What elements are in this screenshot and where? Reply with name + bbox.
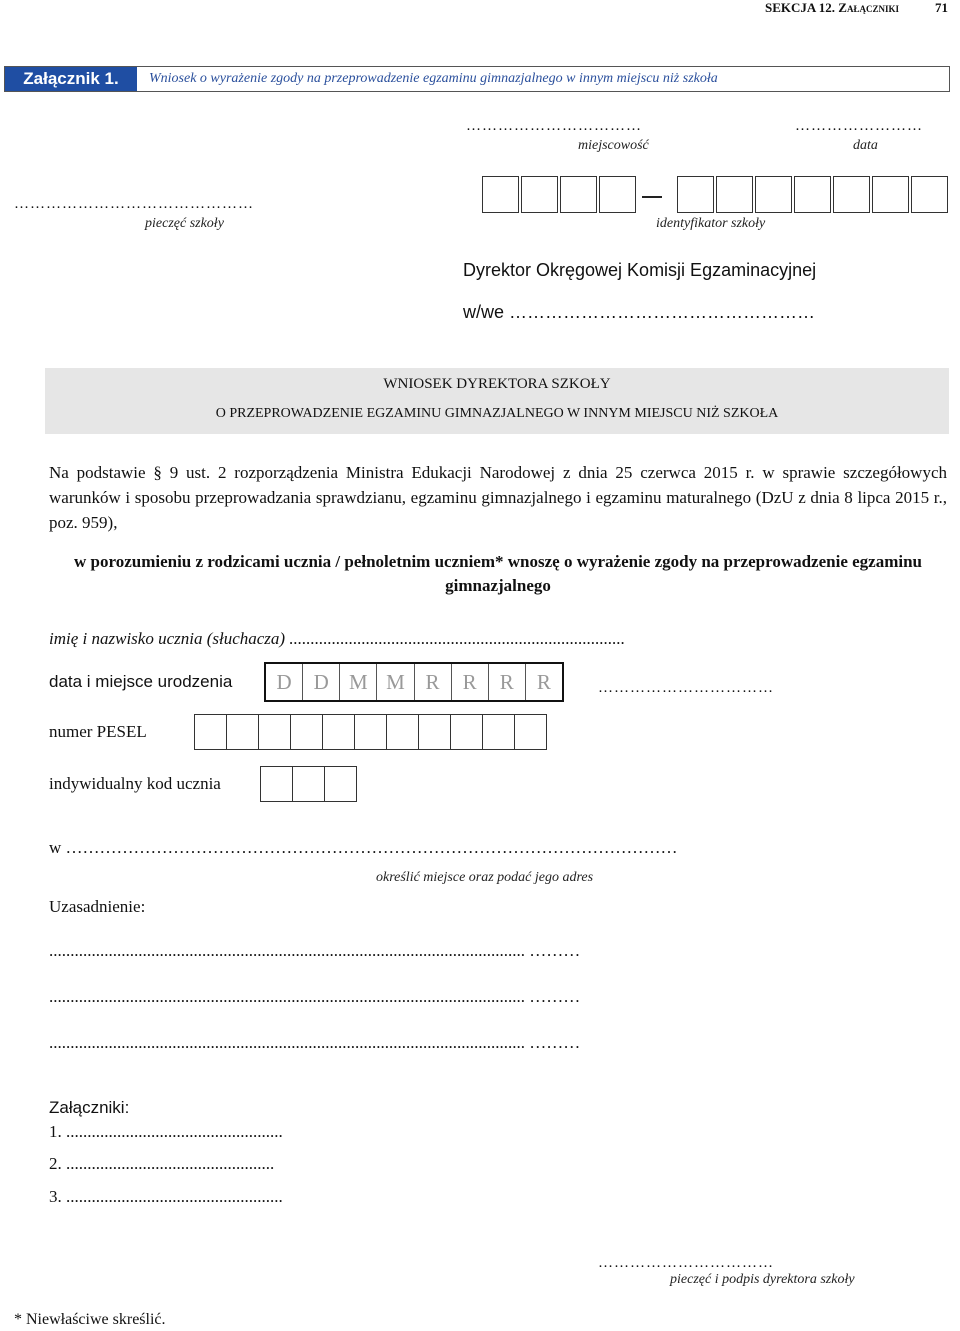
page-number: 71	[935, 0, 948, 15]
school-id-box[interactable]	[755, 176, 792, 213]
pesel-box[interactable]	[322, 714, 355, 750]
attachment-title: Wniosek o wyrażenie zgody na przeprowadzenie egzaminu gimnazjalnego w innym miejscu niż szkoła	[149, 71, 718, 86]
pesel-box[interactable]	[482, 714, 515, 750]
pesel-box[interactable]	[514, 714, 547, 750]
stamp-caption: pieczęć szkoły	[145, 216, 224, 231]
birth-date-cell[interactable]: R	[536, 670, 551, 694]
school-id-box[interactable]	[833, 176, 870, 213]
date-caption: data	[853, 138, 878, 153]
attachment-label: Załącznik 1.	[5, 67, 137, 91]
stamp-dots: ………………………………………	[14, 196, 254, 212]
student-code-box[interactable]	[292, 766, 325, 802]
birth-date-cell[interactable]: R	[452, 664, 489, 700]
pesel-box[interactable]	[354, 714, 387, 750]
signature-caption: pieczęć i podpis dyrektora szkoły	[670, 1272, 855, 1287]
location-caption: określić miejsce oraz podać jego adres	[376, 870, 594, 885]
attachments-label: Załączniki:	[49, 1098, 130, 1117]
signature-dots[interactable]: ……………………………	[598, 1255, 774, 1271]
pesel-label: numer PESEL	[49, 722, 147, 741]
school-id-box[interactable]	[911, 176, 948, 213]
footnote: * Niewłaściwe skreślić.	[14, 1311, 166, 1328]
school-id-separator	[638, 176, 675, 213]
school-id-dash	[642, 196, 662, 198]
student-code-box[interactable]	[260, 766, 293, 802]
school-id-box[interactable]	[521, 176, 558, 213]
running-head	[765, 0, 948, 16]
justification-label: Uzasadnienie:	[49, 897, 146, 916]
pesel-box[interactable]	[226, 714, 259, 750]
attachment-item[interactable]: 1. ...................................................	[49, 1122, 283, 1141]
school-id-box[interactable]	[599, 176, 636, 213]
title-line-1: WNIOSEK DYREKTORA SZKOŁY	[383, 376, 611, 392]
justification-line[interactable]: ................................................................................................................ ………	[49, 987, 581, 1006]
pesel-box[interactable]	[418, 714, 451, 750]
birth-date-cell[interactable]: M	[377, 664, 414, 700]
legal-basis: Na podstawie § 9 ust. 2 rozporządzenia Ministra Edukacji Narodowej z dnia 25 czerwca 2015 r. w sprawie szczegółowych warunków i sposobu przeprowadzania sprawdzianu, egzaminu gimnazjalnego i egzaminu maturalnego (DzU z dnia 8 lipca 2015 r., poz. 959),	[49, 463, 947, 532]
student-name-field[interactable]: imię i nazwisko ucznia (słuchacza) ...............................................................................	[49, 629, 626, 648]
birth-date-cell[interactable]: R	[415, 664, 452, 700]
attachment-bar	[4, 66, 950, 92]
pesel-box[interactable]	[450, 714, 483, 750]
school-id-box[interactable]	[716, 176, 753, 213]
date-dots: ……………………	[795, 118, 923, 134]
student-code-label: indywidualny kod ucznia	[49, 774, 221, 793]
place-caption: miejscowość	[578, 138, 649, 153]
location-field[interactable]: w ………………………………………………………………………………………………	[49, 838, 678, 857]
justification-line[interactable]: ................................................................................................................ ………	[49, 1033, 581, 1052]
pesel-box[interactable]	[386, 714, 419, 750]
birth-date-cell[interactable]: M	[340, 664, 377, 700]
title-band	[45, 368, 949, 434]
birth-date-grid[interactable]	[264, 662, 564, 702]
school-id-box[interactable]	[872, 176, 909, 213]
pesel-box[interactable]	[290, 714, 323, 750]
place-dots: ……………………………	[466, 118, 642, 134]
birth-date-cell[interactable]: R	[489, 664, 526, 700]
addressee-wwe: w/we ……………………………………………	[463, 302, 816, 322]
request-statement: w porozumieniu z rodzicami ucznia / pełnoletnim uczniem* wnoszę o wyrażenie zgody na przeprowadzenie egzaminu gimnazjalnego	[73, 552, 923, 595]
section-label: SEKCJA 12. Załączniki	[764, 0, 899, 15]
title-line-2: O PRZEPROWADZENIE EGZAMINU GIMNAZJALNEGO W INNYM MIEJSCU NIŻ SZKOŁA	[215, 406, 779, 421]
school-id-box[interactable]	[560, 176, 597, 213]
school-id-box[interactable]	[794, 176, 831, 213]
birth-date-cell[interactable]: D	[303, 664, 340, 700]
student-code-box[interactable]	[324, 766, 357, 802]
school-id-box[interactable]	[482, 176, 519, 213]
attachment-item[interactable]: 3. ...................................................	[49, 1187, 283, 1206]
school-id-box[interactable]	[677, 176, 714, 213]
addressee-director: Dyrektor Okręgowej Komisji Egzaminacyjnej	[463, 260, 817, 280]
justification-line[interactable]: ................................................................................................................ ………	[49, 941, 581, 960]
birth-place-dots[interactable]: ……………………………	[598, 680, 774, 696]
pesel-box[interactable]	[194, 714, 227, 750]
birth-label: data i miejsce urodzenia	[49, 672, 233, 691]
school-id-caption: identyfikator szkoły	[656, 216, 766, 231]
birth-date-cell[interactable]: D	[266, 664, 303, 700]
attachment-item[interactable]: 2. .................................................	[49, 1154, 275, 1173]
pesel-box[interactable]	[258, 714, 291, 750]
